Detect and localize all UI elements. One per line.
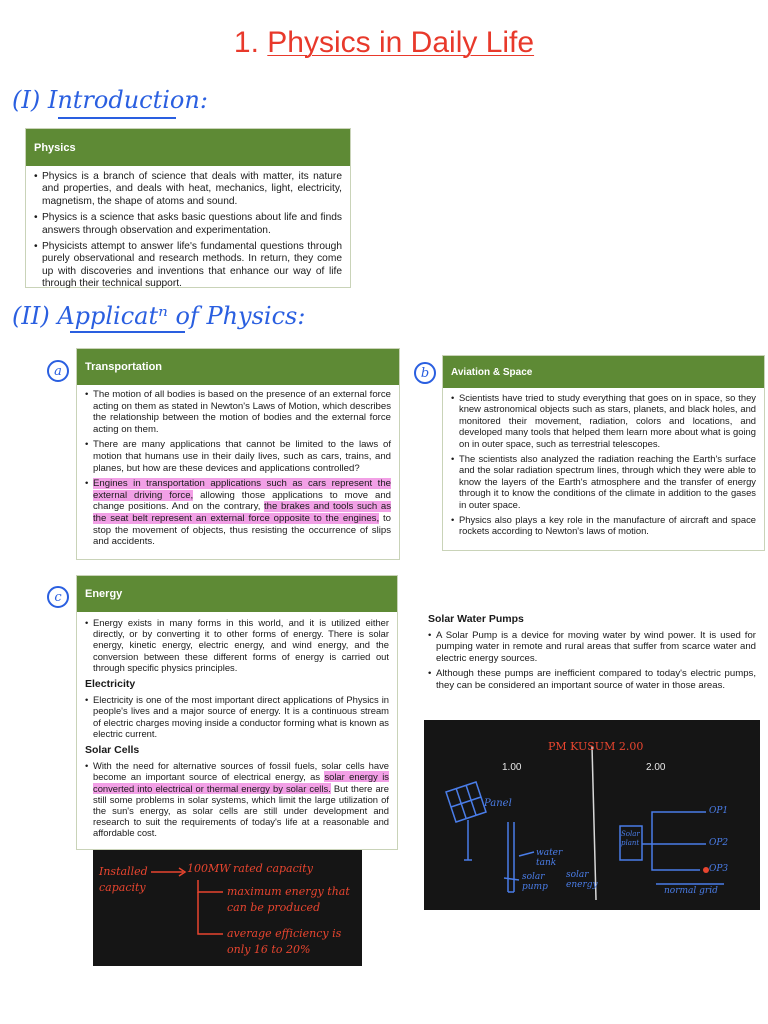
v1-label: 1.00 xyxy=(502,762,522,773)
highlight: Engines in transportation applications such as cars represent the external driving force, xyxy=(93,478,391,501)
intro-underline xyxy=(58,117,176,119)
solar-pump-label: solar pump xyxy=(522,872,548,892)
applications-underline xyxy=(70,331,185,333)
bullet-text: allowing those applications to move and change positions. And on the contrary, xyxy=(93,489,392,513)
energy-header: Energy xyxy=(77,576,397,612)
energy-bullet: • Electricity is one of the most important direct applications of Physics in people's lives and a major source of energy. It is a continuous stream of electric charges moving inside a conductor forming what is known as electric current. xyxy=(85,694,389,739)
transportation-header: Transportation xyxy=(77,349,399,385)
energy-panel xyxy=(76,575,398,850)
highlight: solar energy is converted into electrical or thermal energy by solar cells. xyxy=(93,771,389,794)
physics-panel-header: Physics xyxy=(26,129,350,166)
rated-text: rated capacity xyxy=(233,862,313,875)
marker-c: c xyxy=(47,586,69,608)
applications-heading xyxy=(12,302,305,330)
solar-plant-label: Solar plant xyxy=(621,830,640,847)
average-efficiency-text: average efficiency is only 16 to 20% xyxy=(227,927,342,956)
energy-bullet xyxy=(85,760,389,838)
aviation-bullet: • Physics also plays a key role in the manufacture of aircraft and space rockets according to Newton's laws of motion. xyxy=(451,514,756,537)
aviation-panel xyxy=(442,355,765,551)
op1-label: OP1 xyxy=(709,806,729,816)
v2-label: 2.00 xyxy=(646,762,666,773)
transportation-bullet xyxy=(85,478,391,548)
max-energy-text: maximum energy that can be produced xyxy=(227,885,350,914)
mw-text: 100MW xyxy=(187,862,231,875)
physics-bullet: • Physics is a branch of science that deals with matter, its nature and properties, and deals with heat, mechanics, light, electricity, magnetism, the shape of atoms and sound. xyxy=(34,171,342,208)
installed-text: Installed capacity xyxy=(99,865,148,894)
bullet-text: But there are still some problems in solar systems, which limit the large utilization of the sun's energy, as solar cells are still under development and research to suit the requirements of today's life at a reasonable and affordable cost. xyxy=(93,782,389,839)
physics-panel xyxy=(25,128,351,288)
physics-bullet: • Physics is a science that asks basic questions about life and finds answers through observation and experimentation. xyxy=(34,212,342,237)
pumps-bullet: • A Solar Pump is a device for moving water by wind power. It is used for pumping water in remote and rural areas that suffer from scarce water and electric energy sources. xyxy=(428,630,756,665)
applications-heading-text: (II) Applicatⁿ of Physics: xyxy=(12,302,306,330)
title-text: Physics in Daily Life xyxy=(267,26,535,59)
bullet-text: to stop the movement of objects, thus resisting the occurrence of slips and accidents. xyxy=(93,512,391,548)
kusum-title: PM KUSUM 2.00 xyxy=(548,740,644,753)
aviation-header: Aviation & Space xyxy=(443,356,764,388)
pm-kusum-board xyxy=(424,720,760,910)
op2-label: OP2 xyxy=(709,838,729,848)
intro-heading-text: (I) Introduction: xyxy=(12,86,208,114)
transportation-bullet: • There are many applications that cannot be limited to the laws of motion that humans use in their daily lives, such as cars, trains, and planes, but how are these devices and applications controlled? xyxy=(85,439,391,474)
page-title xyxy=(0,26,768,60)
pumps-panel xyxy=(424,612,760,718)
marker-a: a xyxy=(47,360,69,382)
intro-heading xyxy=(12,86,208,114)
pumps-bullet: • Although these pumps are inefficient compared to today's electric pumps, they can be considered an important source of water in those areas. xyxy=(428,668,756,691)
aviation-bullet: • The scientists also analyzed the radiation reaching the Earth's surface and the solar radiation spectrum lines, through which they were able to know the layers of the Earth's atmosphere and the transfer of energy through it to know the conditions of the climate in addition to the gases in outer space. xyxy=(451,453,756,510)
normal-grid-label: normal grid xyxy=(664,886,718,896)
installed-capacity-board xyxy=(93,850,362,966)
solar-cells-heading: Solar Cells xyxy=(85,744,140,757)
bullet-text: With the need for alternative sources of fossil fuels, solar cells have become an important source of electrical energy, as xyxy=(93,760,389,783)
aviation-bullet: • Scientists have tried to study everything that goes on in space, so they knew astronomical objects such as stars, planets, and black holes, and monitored their movement, radiation, colors and locations, and developed many tools that helped them learn more about what is going on in outer space, such as terrestrial telescopes. xyxy=(451,392,756,449)
physics-bullet: • Physicists attempt to answer life's fundamental questions through purely observational and research methods. In return, they come up with discoveries and inventions that enhance our way of life through their technical support. xyxy=(34,241,342,291)
water-tank-label: water tank xyxy=(536,848,563,868)
pumps-heading: Solar Water Pumps xyxy=(428,613,524,625)
highlight: the brakes and tools such as the seat belt represent an external force opposite to the engines, xyxy=(93,501,391,524)
title-number: 1. xyxy=(233,26,259,59)
electricity-heading: Electricity xyxy=(85,678,136,691)
transportation-panel xyxy=(76,348,400,560)
panel-label: Panel xyxy=(484,798,512,809)
energy-bullet: • Energy exists in many forms in this world, and it is utilized either directly, or by converting it to other forms of energy. There is solar energy, kinetic energy, electric energy, and wind energy, and the conversion between these different forms of energy is carried out through specific physics principles. xyxy=(85,617,389,673)
transportation-bullet: • The motion of all bodies is based on the presence of an external force acting on them as stated in Newton's Laws of Motion, which describes the relationship between the motion of bodies and the external force acting on them. xyxy=(85,389,391,435)
solar-energy-label: solar energy xyxy=(566,870,598,890)
op3-label: OP3 xyxy=(709,864,729,874)
marker-b: b xyxy=(414,362,436,384)
